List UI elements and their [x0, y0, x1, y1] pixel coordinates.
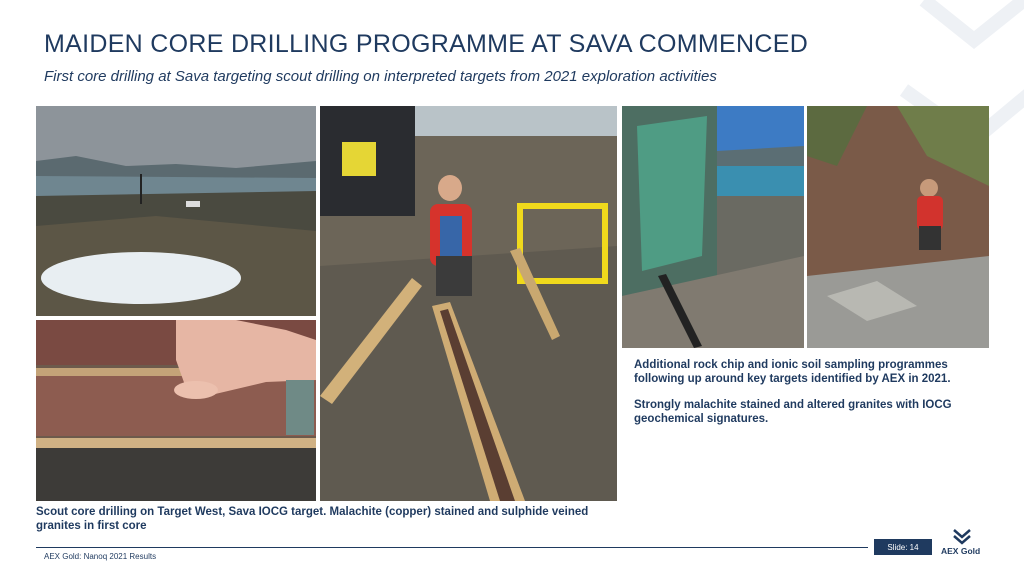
- footer-divider: [36, 547, 868, 548]
- caption-scout-drilling: Scout core drilling on Target West, Sava IOCG target. Malachite (copper) stained and sulphide veined granites in first core: [36, 506, 589, 532]
- photo-geologist-core-boxes: [320, 106, 617, 501]
- aex-gold-logo-icon: [953, 527, 971, 545]
- slide-title: MAIDEN CORE DRILLING PROGRAMME AT SAVA COMMENCED: [44, 30, 809, 58]
- footer-source-text: AEX Gold: Nanoq 2021 Results: [44, 552, 157, 561]
- aex-gold-logo-text: AEX Gold: [941, 546, 981, 556]
- photo-drill-core-closeup: [36, 320, 316, 501]
- caption-malachite-text: Strongly malachite stained and altered granites with IOCG geochemical signatures.: [634, 399, 952, 425]
- photo-drill-site-fjord: [36, 106, 316, 316]
- slide-number-badge: Slide: 14: [874, 539, 932, 555]
- slide-subtitle: First core drilling at Sava targeting scout drilling on interpreted targets from 2021 exploration activities: [44, 68, 717, 85]
- caption-sampling-programmes: [634, 358, 994, 438]
- photo-malachite-stained-granite: [622, 106, 804, 348]
- caption-sampling-text: Additional rock chip and ionic soil sampling programmes following up around key targets identified by AEX in 2021.: [634, 359, 951, 385]
- photo-sampling-slope: [807, 106, 989, 348]
